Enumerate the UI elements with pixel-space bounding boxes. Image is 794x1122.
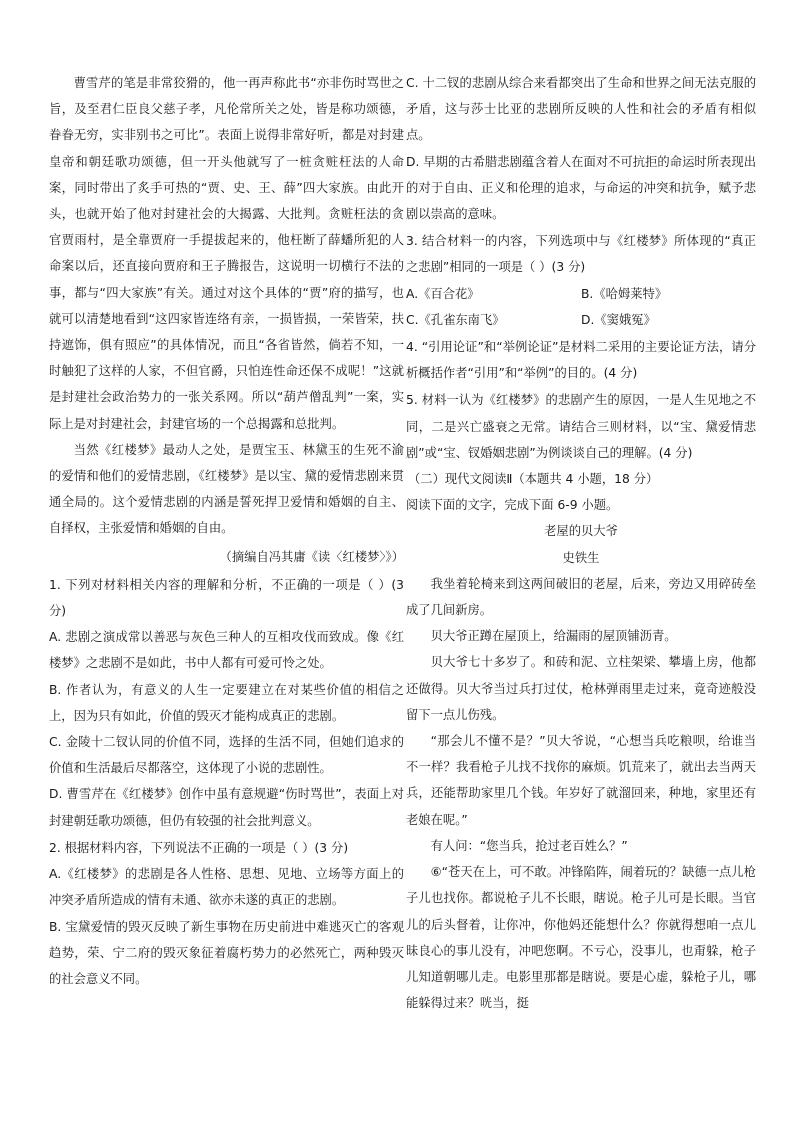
question-1-option-b: B. 作者认为，有意义的人生一定要建立在对某些价值的相信之上，因为只有如此，价值的毁灭才能构成真正的悲剧。 — [49, 682, 404, 723]
question-3-option-a: A.《百合花》 — [406, 286, 480, 301]
question-2-option-a: A.《红楼梦》的悲剧是各人性格、思想、见地、立场等方面上的冲突矛盾所造成的情有未通、欲亦未遂的真正的悲剧。 — [49, 867, 404, 908]
passage-paragraph-1: 曹雪芹的笔是非常狡猾的，他一再声称此书“亦非伤时骂世之旨，及至君仁臣良父慈子孝，凡伦常所关之处，皆是称功颂德，眷眷无穷，实非别书之可比”。表面上说得非常好听，都是对封建皇帝和朝廷歌功颂德，但一开头他就写了一桩贪赃枉法的人命案，同时带出了炙手可热的“贾、史、王、薛”四大家族。由此开头，也就开始了他对封建社会的大揭露、大批判。贪赃枉法的贪官贾雨村，是全靠贾府一手提拔起来的，他枉断了薛蟠所犯的人命案以后，还直接向贾府和王子腾报告，这说明一切横行不法的事，都与“四大家族”有关。通过对这个具体的“贾”府的描写，也就可以清楚地看到“这四家皆连络有亲，一损皆损，一荣皆荣，扶持遮饰，俱有照应”的具体情况，而且“各省皆然，倘若不知，一时触犯了这样的人家，不但官爵，只怕连性命还保不成呢！”这就是封建社会政治势力的一张关系网。所以“葫芦僧乱判”一案，实际上是对封建社会，封建官场的一个总揭露和总批判。 — [49, 76, 404, 431]
story-paragraph-5: 有人问：“您当兵，抢过老百姓么？” — [430, 838, 628, 853]
question-4: 4. “引用论证”和“举例论证”是材料二采用的主要论证方法，请分析概括作者“引用”和“举例”的目的。(4 分) — [406, 340, 756, 381]
story-paragraph-3: 贝大爷七十多岁了。和砖和泥、立柱架梁、攀墙上房，他都还做得。贝大爷当过兵打过仗，枪林弹雨里走过来，竟奇迹般没留下一点儿伤残。 — [406, 655, 756, 722]
story-author: 史铁生 — [562, 550, 600, 565]
section-heading: （二）现代文阅读Ⅱ（本题共 4 小题，18 分） — [408, 472, 659, 487]
passage-source: （摘编自冯其庸《读〈红楼梦〉》） — [219, 549, 404, 564]
left-column — [49, 70, 404, 992]
question-3-option-b: B.《哈姆莱特》 — [581, 286, 668, 301]
question-5: 5. 材料一认为《红楼梦》的悲剧产生的原因，一是人生见地之不同，二是兴亡盛衰之无常。请结合三则材料，以“宝、黛爱情悲剧”或“宝、钗婚姻悲剧”为例谈谈自己的理解。(4 分) — [406, 393, 756, 460]
question-1: 1. 下列对材料相关内容的理解和分析，不正确的一项是（ ）(3 分) — [49, 577, 404, 619]
story-paragraph-2: 贝大爷正蹲在屋顶上，给漏雨的屋顶铺沥青。 — [430, 629, 677, 644]
question-3-options — [406, 281, 756, 333]
right-column — [406, 70, 756, 1016]
question-2-option-c: C. 十二钗的悲剧从综合来看都突出了生命和世界之间无法克服的矛盾，这与莎士比亚的悲剧所反映的人性和社会的矛盾有相似点。 — [406, 76, 756, 143]
question-3: 3. 结合材料一的内容，下列选项中与《红楼梦》所体现的“真正之悲剧”相同的一项是（ ）(3 分) — [406, 234, 756, 275]
question-3-option-d: D.《窦娥冤》 — [581, 312, 656, 327]
question-1-option-d: D. 曹雪芹在《红楼梦》创作中虽有意规避“伤时骂世”，表面上对封建朝廷歌功颂德，但仍有较强的社会批判意义。 — [49, 787, 404, 828]
question-1-option-c: C. 金陵十二钗认同的价值不同，选择的生活不同，但她们追求的价值和生活最后尽都落空，这体现了小说的悲剧性。 — [49, 735, 404, 776]
passage-paragraph-2: 当然《红楼梦》最动人之处，是贾宝玉、林黛玉的生死不渝的爱情和他们的爱情悲剧，《红楼梦》是以宝、黛的爱情悲剧来贯通全局的。这个爱情悲剧的内涵是誓死捍卫爱情和婚姻的自主、自择权，主张爱情和婚姻的自由。 — [49, 442, 404, 536]
story-paragraph-1: 我坐着轮椅来到这两间破旧的老屋，后来，旁边又用碎砖垒成了几间新房。 — [406, 576, 756, 618]
question-2-option-d: D. 早期的古希腊悲剧蕴含着人在面对不可抗拒的命运时所表现出的对于自由、正义和伦理的追求，与命运的冲突和抗争，赋予悲剧以崇高的意味。 — [406, 154, 756, 222]
question-3-option-c: C.《孔雀东南飞》 — [406, 312, 505, 327]
story-title: 老屋的贝大爷 — [544, 524, 618, 539]
story-paragraph-6: ⑥“苍天在上，可不敢。冲锋陷阵，闹着玩的？缺德一点儿枪子儿也找你。都说枪子儿不长眼，瞎说。枪子儿可是长眼。当官儿的后头督着，让你冲，你他妈还能想什么？你就得想咱一点儿昧良心的事儿没有，冲吧您啊。不亏心，没事儿，也甭躲，枪子儿知道朝哪儿走。电影里那都是瞎说。要是心虚，躲枪子儿，哪能躲得过来？咣当，挺 — [406, 865, 756, 1011]
question-1-option-a: A. 悲剧之演成常以善恶与灰色三种人的互相攻伐而致成。像《红楼梦》之悲剧不是如此，书中人都有可爱可怜之处。 — [49, 630, 404, 671]
story-paragraph-4: “那会儿不懂不是？”贝大爷说，“心想当兵吃粮呗，给谁当不一样？我看枪子儿找不找你的麻烦。饥荒来了，就出去当两天兵，还能帮助家里几个钱。年岁好了就溜回来，种地，家里还有老娘在呢。” — [406, 734, 756, 827]
question-2-option-b: B. 宝黛爱情的毁灭反映了新生事物在历史前进中难逃灭亡的客观趋势，荣、宁二府的毁灭象征着腐朽势力的必然死亡，两种毁灭的社会意义不同。 — [49, 919, 404, 986]
reading-instruction: 阅读下面的文字，完成下面 6-9 小题。 — [406, 498, 619, 513]
question-2: 2. 根据材料内容，下列说法不正确的一项是（ ）(3 分) — [49, 840, 349, 855]
